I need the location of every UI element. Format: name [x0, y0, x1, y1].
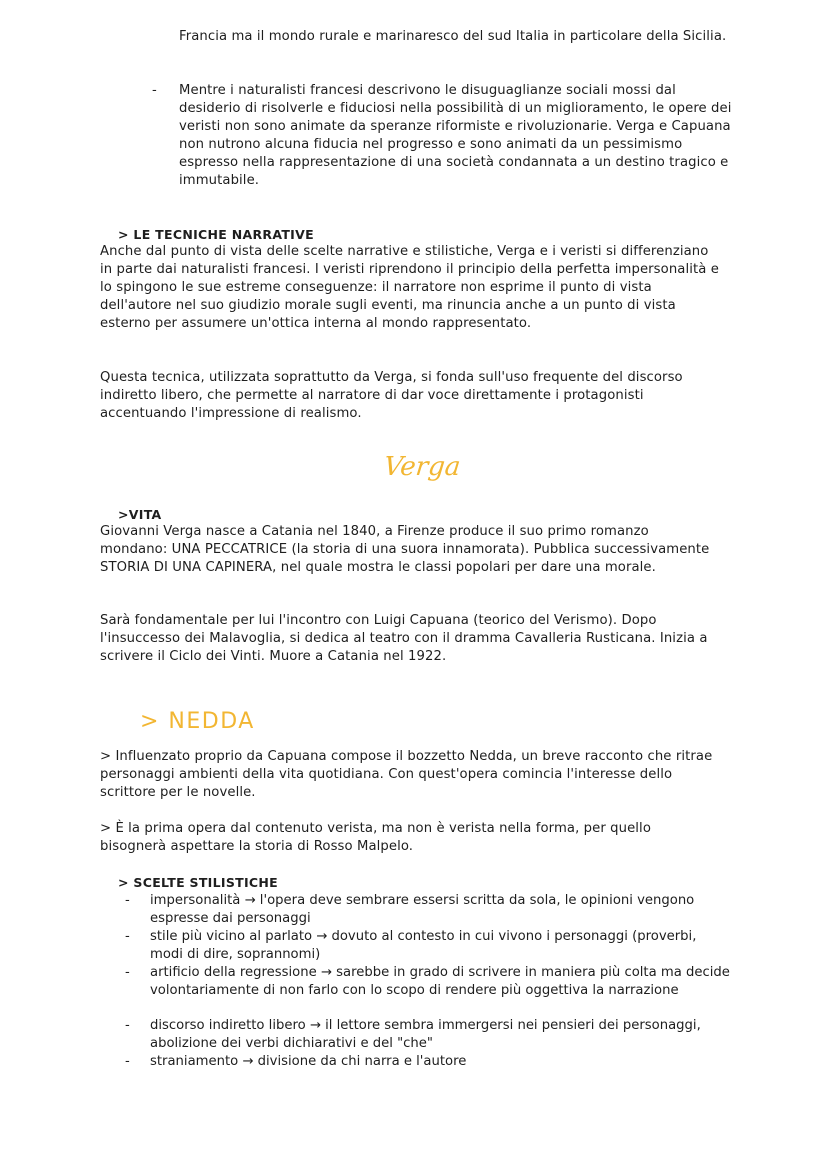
intro-bullet-text: Mentre i naturalisti francesi descrivono le disuguaglianze sociali mossi dal desiderio di risolverle e fiduciosi nella possibilità di un miglioramento, le opere dei veristi non sono animate da speranze riformiste e rivoluzionarie. Verga e Capuana non nutrono alcuna fiducia nel progresso e sono animati da un pessimismo espresso nella rappresentazione di una società condannata a un destino tragico e immutabile.: [179, 83, 732, 188]
verga-title: Verga: [382, 452, 462, 482]
list-item-dash: -: [125, 893, 130, 908]
list-item: straniamento → divisione da chi narra e l'autore: [150, 1054, 467, 1069]
bullet-dash: -: [152, 83, 157, 98]
list-item: impersonalità → l'opera deve sembrare essersi scritta da sola, le opinioni vengono espresse dai personaggi: [150, 893, 695, 926]
tecniche-heading: > LE TECNICHE NARRATIVE: [118, 227, 314, 242]
list-item-dash: -: [125, 1054, 130, 1069]
vita-paragraph-1: Giovanni Verga nasce a Catania nel 1840, a Firenze produce il suo primo romanzo mondano: UNA PECCATRICE (la storia di una suora innamorata). Pubblica successivamente STORIA DI UNA CAPINERA, nel quale mostra le classi popolari per dare una morale.: [100, 524, 710, 575]
nedda-paragraph-1: > Influenzato proprio da Capuana compose il bozzetto Nedda, un breve racconto che ritrae personaggi ambienti della vita quotidiana. Con quest'opera comincia l'interesse dello scrittore per le novelle.: [100, 749, 713, 800]
intro-continuation: Francia ma il mondo rurale e marinaresco del sud Italia in particolare della Sicilia.: [179, 29, 727, 44]
nedda-paragraph-2: > È la prima opera dal contenuto verista, ma non è verista nella forma, per quello bisognerà aspettare la storia di Rosso Malpelo.: [100, 821, 651, 854]
vita-heading: >VITA: [118, 507, 162, 522]
list-item: stile più vicino al parlato → dovuto al contesto in cui vivono i personaggi (proverbi, modi di dire, soprannomi): [150, 929, 697, 962]
list-item-dash: -: [125, 1018, 130, 1033]
nedda-title: > NEDDA: [140, 709, 255, 734]
vita-paragraph-2: Sarà fondamentale per lui l'incontro con Luigi Capuana (teorico del Verismo). Dopo l'insuccesso dei Malavoglia, si dedica al teatro con il dramma Cavalleria Rusticana. Inizia a scrivere il Ciclo dei Vinti. Muore a Catania nel 1922.: [100, 613, 708, 664]
tecniche-paragraph-2: Questa tecnica, utilizzata soprattutto da Verga, si fonda sull'uso frequente del discorso indiretto libero, che permette al narratore di dar voce direttamente i protagonisti accentuando l'impressione di realismo.: [100, 370, 683, 421]
list-item-dash: -: [125, 929, 130, 944]
list-item: artificio della regressione → sarebbe in grado di scrivere in maniera più colta ma decide volontariamente di non farlo con lo scopo di rendere più oggettiva la narrazione: [150, 965, 730, 998]
list-item-dash: -: [125, 965, 130, 980]
tecniche-paragraph-1: Anche dal punto di vista delle scelte narrative e stilistiche, Verga e i veristi si differenziano in parte dai naturalisti francesi. I veristi riprendono il principio della perfetta impersonalità e lo spingono le sue estreme conseguenze: il narratore non esprime il punto di vista dell'autore nel suo giudizio morale sugli eventi, ma rinuncia anche a un punto di vista esterno per assumere un'ottica interna al mondo rappresentato.: [100, 244, 719, 331]
list-item: discorso indiretto libero → il lettore sembra immergersi nei pensieri dei personaggi, abolizione dei verbi dichiarativi e del "che": [150, 1018, 701, 1051]
scelte-heading: > SCELTE STILISTICHE: [118, 875, 279, 890]
